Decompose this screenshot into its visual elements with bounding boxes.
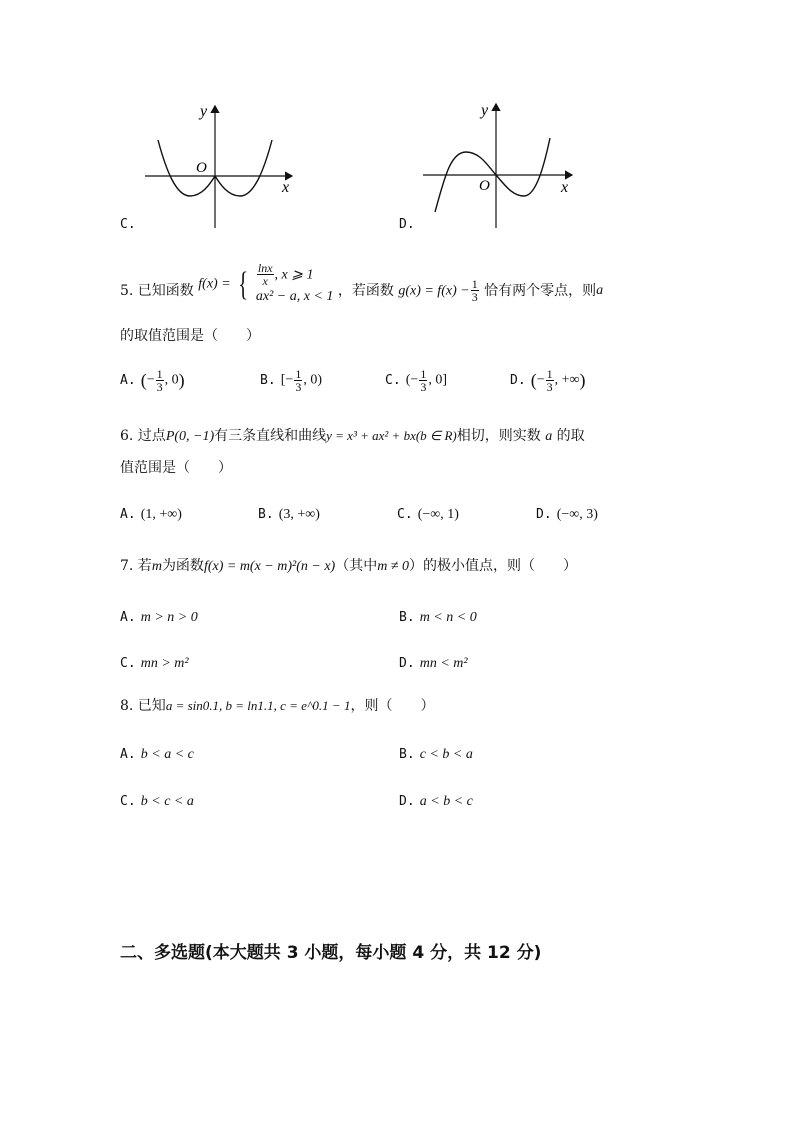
q6-option-d-expr: (−∞, 3): [556, 507, 598, 522]
q6-tail: 相切，则实数: [456, 428, 541, 444]
q5-d-rest: , +∞: [554, 372, 580, 388]
q8-stem: [120, 696, 434, 716]
q6-tail2: 的取: [556, 428, 585, 444]
q6-option-b[interactable]: [258, 503, 320, 523]
q6-point: P(0, −1): [165, 429, 215, 444]
q7-option-b-expr: m < n < 0: [419, 610, 477, 625]
q5-d-open: (: [530, 370, 537, 390]
q6-stem: [120, 426, 585, 447]
q5-option-c-label: C.: [385, 373, 401, 388]
q7-var: m: [151, 559, 162, 574]
q5-line2: 的取值范围是（ ）: [120, 328, 260, 344]
q5-option-b-label: B.: [260, 373, 276, 388]
q8-option-c-expr: b < c < a: [140, 794, 194, 809]
q7-stem: [120, 556, 577, 577]
q6-option-d[interactable]: [536, 503, 598, 523]
q5-d-den: 3: [546, 380, 553, 394]
q6-line2: 值范围是（ ）: [120, 460, 232, 476]
q6-option-d-label: D.: [536, 507, 552, 522]
q8-option-d-expr: a < b < c: [419, 794, 473, 809]
q5-b-den: 3: [295, 380, 302, 394]
graph-d-origin: O: [479, 178, 490, 194]
q5-mid: ，若函数: [337, 283, 394, 299]
q5-f-lhs: f(x) =: [198, 276, 231, 292]
q5-option-d[interactable]: [510, 368, 586, 393]
q6-option-b-label: B.: [258, 507, 274, 522]
q8-expr: a = sin0.1, b = ln1.1, c = e^0.1 − 1: [165, 698, 351, 713]
q8-tail: ，则（ ）: [350, 698, 435, 714]
q6-curve: y = x³ + ax² + bx(b ∈ R): [326, 428, 457, 443]
q7-paren: （其中: [335, 558, 378, 574]
q8-option-b-label: B.: [399, 747, 415, 762]
q5-d-close: ): [579, 370, 586, 390]
q8-option-c-label: C.: [120, 794, 136, 809]
q5-option-c[interactable]: [385, 368, 447, 393]
q5-a-rest: , 0: [164, 372, 179, 388]
q7-option-c-label: C.: [120, 656, 136, 671]
q8-option-a[interactable]: [120, 743, 194, 763]
q7-option-a[interactable]: [120, 606, 198, 626]
q5-a-sign: −: [146, 372, 155, 388]
q6-mid: 有三条直线和曲线: [214, 428, 327, 444]
q5-stem: [120, 261, 604, 304]
q5-case2: ax² − a, x < 1: [255, 289, 334, 304]
q5-c-open: (: [405, 372, 411, 388]
q8-option-d[interactable]: [399, 790, 473, 810]
q6-option-c-label: C.: [397, 507, 413, 522]
q6-option-c-expr: (−∞, 1): [417, 507, 459, 522]
q6-var: a: [545, 429, 553, 444]
q7-func: f(x) = m(x − m)²(n − x): [203, 559, 336, 574]
q7-option-d[interactable]: [399, 652, 468, 672]
q6-option-a[interactable]: [120, 503, 182, 523]
q5-c-rest: , 0: [428, 372, 443, 388]
q5-case1-cond: , x ⩾ 1: [274, 267, 314, 283]
q7-tail: ）的极小值点，则（ ）: [409, 558, 577, 574]
q6-option-b-expr: (3, +∞): [278, 507, 320, 522]
graph-c-label: C.: [120, 217, 136, 232]
q5-c-num: 1: [420, 367, 427, 381]
q6-option-a-label: A.: [120, 507, 136, 522]
q5-g-den: 3: [471, 290, 478, 304]
q5-b-num: 1: [295, 367, 302, 381]
q5-case1-den: x: [262, 274, 268, 288]
graph-c-origin: O: [196, 160, 207, 176]
q5-option-a-label: A.: [120, 373, 136, 388]
q5-var: a: [596, 283, 604, 298]
q5-a-num: 1: [156, 367, 163, 381]
q7-option-a-label: A.: [120, 610, 136, 625]
q5-b-rest: , 0: [303, 372, 318, 388]
q5-c-den: 3: [420, 380, 427, 394]
q6-option-c[interactable]: [397, 503, 459, 523]
q7-option-a-expr: m > n > 0: [140, 610, 198, 625]
q5-g-num: 1: [471, 277, 478, 291]
q5-brace: {: [238, 265, 249, 303]
q5-g-expr: g(x) = f(x) −: [398, 283, 470, 299]
q8-option-a-label: A.: [120, 747, 136, 762]
q5-option-a[interactable]: [120, 368, 185, 393]
q5-tail: 恰有两个零点，则: [484, 283, 597, 299]
q5-d-num: 1: [546, 367, 553, 381]
graph-d: [420, 100, 580, 235]
q7-cond: m ≠ 0: [377, 559, 409, 574]
graph-d-label: D.: [399, 217, 415, 232]
q7-option-c[interactable]: [120, 652, 189, 672]
q6-num: 6. 过点: [120, 428, 166, 444]
q8-option-c[interactable]: [120, 790, 194, 810]
q8-option-d-label: D.: [399, 794, 415, 809]
graph-c-y-label: y: [200, 103, 208, 120]
q5-options: [120, 368, 680, 404]
q8-option-b-expr: c < b < a: [419, 747, 473, 762]
q5-option-d-label: D.: [510, 373, 526, 388]
q5-case1-num: lnx: [257, 261, 273, 275]
graph-d-x-label: x: [561, 179, 569, 196]
graph-d-y-label: y: [481, 102, 489, 119]
q7-num: 7. 若: [120, 558, 152, 574]
q5-piecewise: [198, 262, 333, 307]
q8-num: 8. 已知: [120, 698, 166, 714]
q5-b-sign: −: [285, 372, 294, 388]
q7-mid: 为函数: [161, 558, 204, 574]
q5-num: 5. 已知函数: [120, 283, 194, 299]
q5-d-sign: −: [536, 372, 545, 388]
q7-option-d-expr: mn < m²: [419, 656, 468, 671]
q5-c-sign: −: [410, 372, 419, 388]
q5-b-open: [: [280, 372, 286, 388]
q8-option-b[interactable]: [399, 743, 473, 763]
section-2-title: 二、多选题(本大题共 3 小题，每小题 4 分，共 12 分): [120, 943, 542, 963]
q8-option-a-expr: b < a < c: [140, 747, 194, 762]
q7-option-b-label: B.: [399, 610, 415, 625]
q7-option-c-expr: mn > m²: [140, 656, 189, 671]
graph-c: [140, 100, 300, 235]
q7-option-b[interactable]: [399, 606, 477, 626]
q5-a-den: 3: [156, 380, 163, 394]
q6-option-a-expr: (1, +∞): [140, 507, 182, 522]
q7-option-d-label: D.: [399, 656, 415, 671]
q5-option-b[interactable]: [260, 368, 322, 393]
q5-a-open: (: [140, 370, 147, 390]
q5-b-close: ): [317, 372, 322, 388]
graph-c-x-label: x: [282, 179, 290, 196]
q5-c-close: ]: [442, 372, 447, 388]
q5-a-close: ): [178, 370, 185, 390]
